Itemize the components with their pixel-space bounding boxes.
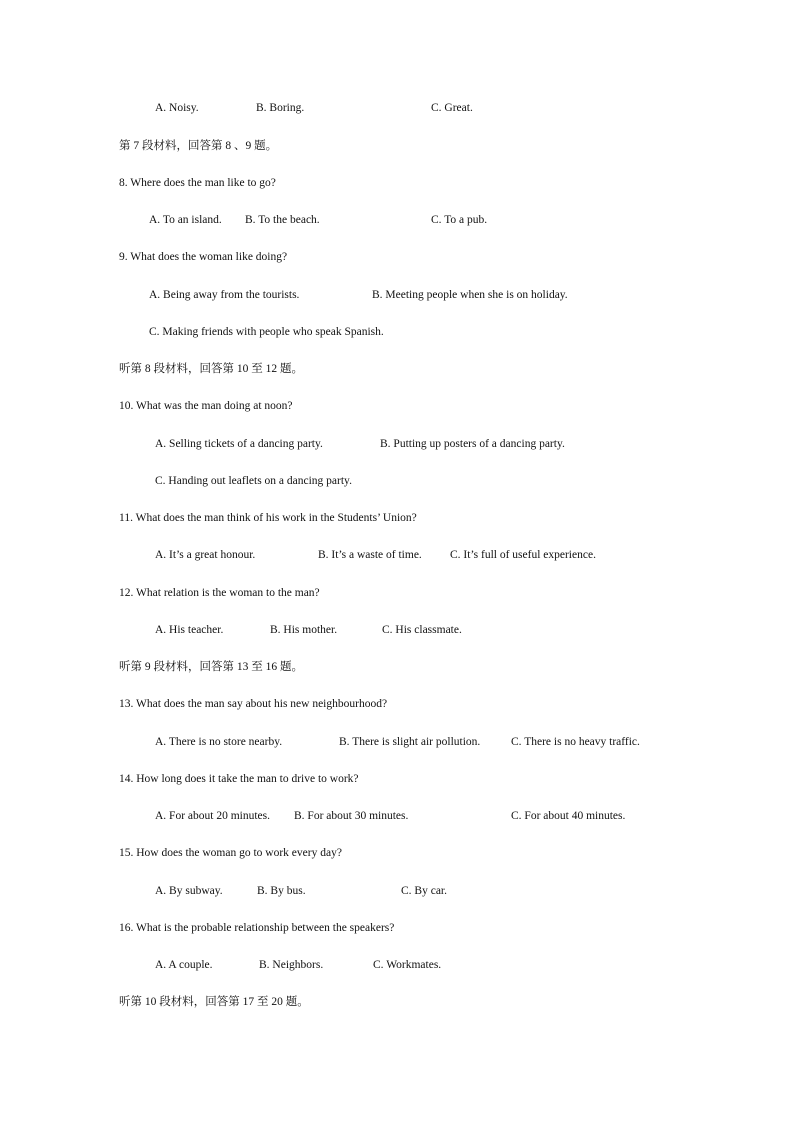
q14-stem: 14. How long does it take the man to drive to work? [119,773,359,785]
q10-option-c: C. Handing out leaflets on a dancing party. [155,475,352,487]
q9-option-c: C. Making friends with people who speak Spanish. [149,326,384,338]
q15-option-b: B. By bus. [257,885,306,897]
q10-option-b: B. Putting up posters of a dancing party. [380,438,565,450]
q14-option-b: B. For about 30 minutes. [294,810,409,822]
q12-option-b: B. His mother. [270,624,338,636]
q14-option-c: C. For about 40 minutes. [511,810,626,822]
q8-stem: 8. Where does the man like to go? [119,177,276,189]
q10-option-a: A. Selling tickets of a dancing party. [155,438,323,450]
q14-option-a: A. For about 20 minutes. [155,810,270,822]
q16-option-b: B. Neighbors. [259,959,324,971]
q7-option-b: B. Boring. [256,102,305,114]
q11-option-a: A. It’s a great honour. [155,549,256,561]
q10-stem: 10. What was the man doing at noon? [119,400,293,412]
section-9-heading: 听第 9 段材料，回答第 13 至 16 题。 [119,661,303,673]
q11-option-c: C. It’s full of useful experience. [450,549,596,561]
section-10-heading: 听第 10 段材料，回答第 17 至 20 题。 [119,996,309,1008]
q16-option-c: C. Workmates. [373,959,442,971]
q16-stem: 16. What is the probable relationship between the speakers? [119,922,395,934]
q13-option-b: B. There is slight air pollution. [339,736,481,748]
q13-option-c: C. There is no heavy traffic. [511,736,640,748]
q8-option-a: A. To an island. [149,214,222,226]
q13-stem: 13. What does the man say about his new neighbourhood? [119,698,388,710]
q8-option-b: B. To the beach. [245,214,320,226]
q13-option-a: A. There is no store nearby. [155,736,283,748]
q15-stem: 15. How does the woman go to work every day? [119,847,342,859]
q9-option-b: B. Meeting people when she is on holiday. [372,289,568,301]
q12-option-c: C. His classmate. [382,624,462,636]
q12-option-a: A. His teacher. [155,624,224,636]
q15-option-a: A. By subway. [155,885,223,897]
section-7-heading: 第 7 段材料，回答第 8 、9 题。 [119,140,278,152]
q11-option-b: B. It’s a waste of time. [318,549,422,561]
q11-stem: 11. What does the man think of his work in the Students’ Union? [119,512,417,524]
q12-stem: 12. What relation is the woman to the man? [119,587,320,599]
q7-option-c: C. Great. [431,102,473,114]
q16-option-a: A. A couple. [155,959,213,971]
section-8-heading: 听第 8 段材料，回答第 10 至 12 题。 [119,363,303,375]
q9-stem: 9. What does the woman like doing? [119,251,288,263]
q9-option-a: A. Being away from the tourists. [149,289,300,301]
q7-option-a: A. Noisy. [155,102,199,114]
q15-option-c: C. By car. [401,885,447,897]
q8-option-c: C. To a pub. [431,214,488,226]
